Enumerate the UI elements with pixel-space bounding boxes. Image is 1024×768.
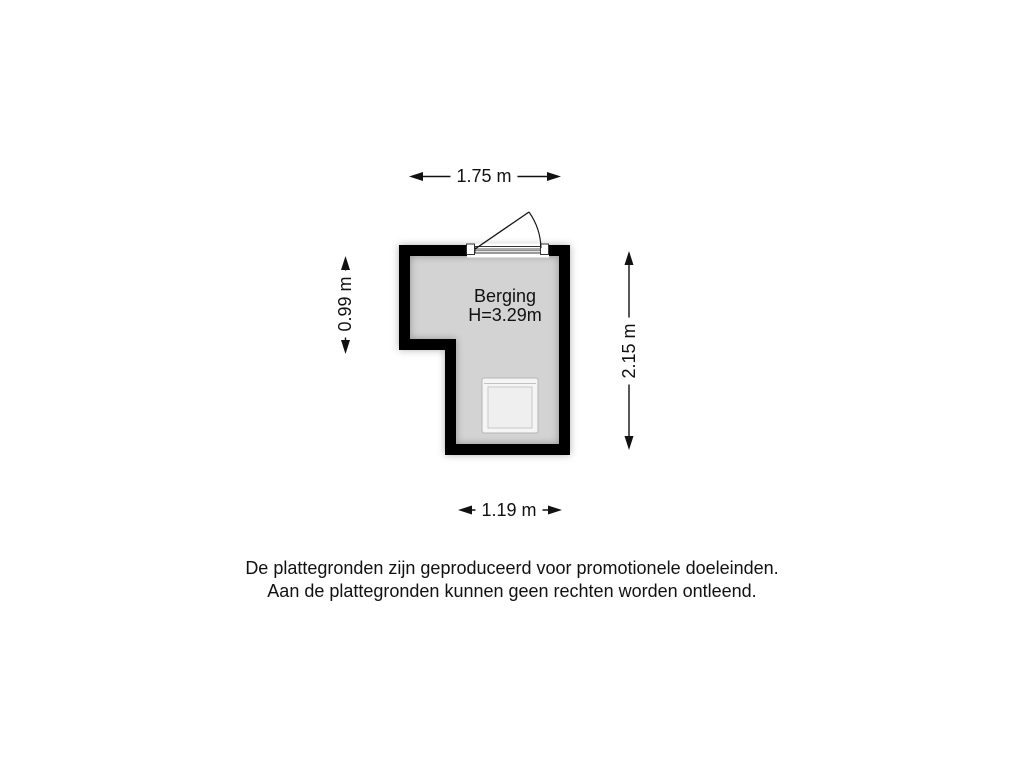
door-jamb-left (467, 244, 475, 255)
door-swing-arc (529, 212, 541, 248)
arrowhead-up (625, 251, 634, 265)
arrowhead-up (341, 256, 350, 270)
arrowhead-down (625, 436, 634, 450)
arrowhead-left (409, 172, 423, 181)
disclaimer (0, 557, 1024, 603)
fixture-inner (488, 387, 532, 428)
arrowhead-right (548, 506, 562, 515)
door-jamb-right (541, 244, 549, 255)
door-threshold (475, 247, 541, 254)
arrowhead-right (547, 172, 561, 181)
door-leaf (475, 212, 529, 249)
disclaimer-line2: Aan de plattegronden kunnen geen rechten worden ontleend. (267, 581, 757, 601)
arrowhead-down (341, 340, 350, 354)
room-height: H=3.29m (468, 305, 542, 325)
fixture (482, 378, 538, 433)
arrowhead-left (458, 506, 472, 515)
room-name: Berging (473, 286, 537, 306)
dimension-top-label: 1.75 m (450, 166, 517, 186)
disclaimer-line1: De plattegronden zijn geproduceerd voor promotionele doeleinden. (245, 558, 779, 578)
room-label (468, 287, 542, 325)
dimension-bottom-label: 1.19 m (475, 500, 542, 520)
dimension-left-label: 0.99 m (335, 270, 355, 337)
dimension-right-label: 2.15 m (619, 317, 639, 384)
